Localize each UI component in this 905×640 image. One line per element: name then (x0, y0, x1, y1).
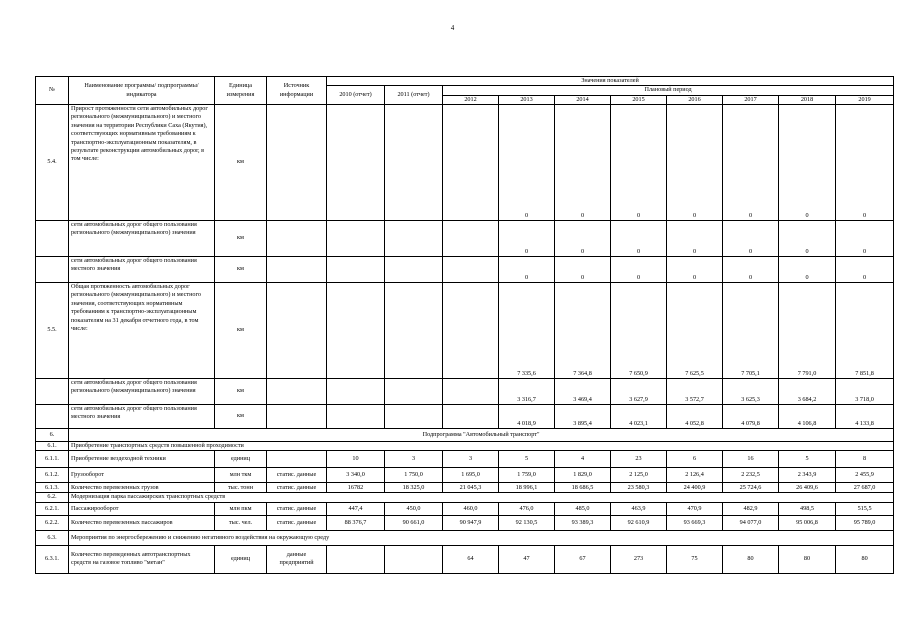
row-plan-value: 64 (443, 545, 499, 573)
row-name: Количество перевезенных грузов (69, 483, 215, 493)
table-row (36, 221, 894, 257)
row-2011 (385, 545, 443, 573)
row-num (36, 257, 69, 283)
row-num: 6.1.1. (36, 451, 69, 468)
row-source (267, 283, 327, 379)
row-unit: км (215, 221, 267, 257)
row-plan-value: 476,0 (499, 502, 555, 515)
row-source: статис. данные (267, 502, 327, 515)
row-num: 5.5. (36, 283, 69, 379)
row-plan-value: 80 (723, 545, 779, 573)
row-plan-value: 80 (836, 545, 894, 573)
row-plan-value (443, 221, 499, 257)
table-row (36, 283, 894, 379)
table-row (36, 405, 894, 429)
section-6-3-num: 6.3. (36, 530, 69, 545)
header-year-2010: 2010 (отчет) (327, 86, 385, 105)
row-num: 5.4. (36, 105, 69, 221)
row-name: сети автомобильных дорог общего пользования регионального (межмуниципального) значения (69, 379, 215, 405)
section-6-2 (36, 493, 894, 502)
row-2011: 1 750,0 (385, 468, 443, 483)
row-2010: 447,4 (327, 502, 385, 515)
row-2011 (385, 379, 443, 405)
row-plan-value: 515,5 (836, 502, 894, 515)
row-plan-value: 93 669,3 (667, 515, 723, 530)
row-2010: 88 376,7 (327, 515, 385, 530)
row-plan-value: 0 (667, 221, 723, 257)
row-plan-value: 67 (555, 545, 611, 573)
row-name: Количество переведенных автотранспортных средств на газовое топливо "метан" (69, 545, 215, 573)
row-plan-value: 3 572,7 (667, 379, 723, 405)
row-name: сети автомобильных дорог общего пользования местного значения (69, 405, 215, 429)
row-plan-value: 80 (779, 545, 836, 573)
header-source: Источник информации (267, 77, 327, 105)
row-plan-value: 4 023,1 (611, 405, 667, 429)
table-row (36, 515, 894, 530)
row-name: Общая протяженность автомобильных дорог регионального (межмуниципального) и местного значения, соответствующих нормативным требованиям к транспортно-эксплуатационным показателям на 31 декабря отчетного года, в том числе: (69, 283, 215, 379)
section-6-3-title: Мероприятия по энергосбережению и снижению негативного воздействия на окружающую среду (69, 530, 894, 545)
row-name: Грузооборот (69, 468, 215, 483)
indicators-table (35, 76, 894, 574)
row-2010: 10 (327, 451, 385, 468)
row-num: 6.1.3. (36, 483, 69, 493)
row-plan-value: 2 126,4 (667, 468, 723, 483)
row-source: статис. данные (267, 468, 327, 483)
row-plan-value: 4 052,8 (667, 405, 723, 429)
row-2011 (385, 105, 443, 221)
row-2011: 3 (385, 451, 443, 468)
row-2010 (327, 405, 385, 429)
row-plan-value: 7 791,0 (779, 283, 836, 379)
row-num (36, 221, 69, 257)
row-plan-value: 18 686,5 (555, 483, 611, 493)
row-num (36, 379, 69, 405)
row-source (267, 257, 327, 283)
row-plan-value: 4 018,9 (499, 405, 555, 429)
row-2011 (385, 405, 443, 429)
row-plan-value: 3 (443, 451, 499, 468)
row-plan-value: 0 (499, 105, 555, 221)
row-num (36, 405, 69, 429)
row-plan-value: 7 650,9 (611, 283, 667, 379)
row-source (267, 405, 327, 429)
row-unit: км (215, 257, 267, 283)
header-plan-year: 2017 (723, 95, 779, 104)
row-plan-value (443, 405, 499, 429)
subprogram-header (36, 429, 894, 442)
row-plan-value: 3 469,4 (555, 379, 611, 405)
row-plan-value: 7 851,8 (836, 283, 894, 379)
row-2010 (327, 283, 385, 379)
row-plan-value: 47 (499, 545, 555, 573)
table-row (36, 257, 894, 283)
row-plan-value: 25 724,6 (723, 483, 779, 493)
row-plan-value: 1 759,0 (499, 468, 555, 483)
header-plan-year: 2014 (555, 95, 611, 104)
page-number: 4 (450, 24, 455, 32)
row-plan-value: 463,9 (611, 502, 667, 515)
header-unit: Единица измерения (215, 77, 267, 105)
row-2011 (385, 283, 443, 379)
row-unit: тыс. тонн (215, 483, 267, 493)
row-source (267, 451, 327, 468)
subprogram-header-title: Подпрограмма "Автомобильный транспорт" (69, 429, 894, 442)
row-plan-value: 0 (779, 257, 836, 283)
row-source (267, 379, 327, 405)
section-6-2-num: 6.2. (36, 493, 69, 502)
row-plan-value: 0 (723, 257, 779, 283)
row-plan-value: 4 133,8 (836, 405, 894, 429)
row-plan-value: 460,0 (443, 502, 499, 515)
row-source: данные предприятий (267, 545, 327, 573)
row-plan-value: 0 (723, 221, 779, 257)
row-plan-value: 92 610,9 (611, 515, 667, 530)
row-plan-value: 0 (779, 105, 836, 221)
row-plan-value: 95 006,8 (779, 515, 836, 530)
row-num: 6.2.1. (36, 502, 69, 515)
row-plan-value: 0 (555, 257, 611, 283)
row-name: сети автомобильных дорог общего пользования местного значения (69, 257, 215, 283)
row-plan-value: 2 125,0 (611, 468, 667, 483)
row-plan-value: 92 130,5 (499, 515, 555, 530)
row-plan-value: 498,5 (779, 502, 836, 515)
header-plan-year: 2016 (667, 95, 723, 104)
row-plan-value: 470,9 (667, 502, 723, 515)
header-plan-year: 2018 (779, 95, 836, 104)
row-plan-value: 94 077,0 (723, 515, 779, 530)
row-plan-value: 18 996,1 (499, 483, 555, 493)
row-plan-value: 8 (836, 451, 894, 468)
row-plan-value: 0 (667, 105, 723, 221)
row-plan-value: 5 (779, 451, 836, 468)
row-plan-value: 3 316,7 (499, 379, 555, 405)
row-unit: км (215, 379, 267, 405)
row-2011: 90 661,0 (385, 515, 443, 530)
row-plan-value: 2 343,9 (779, 468, 836, 483)
row-source (267, 221, 327, 257)
row-plan-value: 0 (611, 221, 667, 257)
row-plan-value: 3 718,0 (836, 379, 894, 405)
row-plan-value: 3 895,4 (555, 405, 611, 429)
row-plan-value: 0 (836, 257, 894, 283)
row-plan-value: 0 (779, 221, 836, 257)
row-name: Количество перевезенных пассажиров (69, 515, 215, 530)
table-row (36, 468, 894, 483)
table-row (36, 483, 894, 493)
table-row (36, 502, 894, 515)
row-unit: км (215, 405, 267, 429)
row-plan-value: 0 (836, 105, 894, 221)
section-6-1-num: 6.1. (36, 442, 69, 451)
row-plan-value: 3 627,9 (611, 379, 667, 405)
row-unit: тыс. чел. (215, 515, 267, 530)
row-plan-value: 21 045,3 (443, 483, 499, 493)
row-unit: млн пкм (215, 502, 267, 515)
row-plan-value: 482,9 (723, 502, 779, 515)
row-plan-value: 90 947,9 (443, 515, 499, 530)
row-num: 6.1.2. (36, 468, 69, 483)
row-source: статис. данные (267, 515, 327, 530)
row-plan-value: 16 (723, 451, 779, 468)
row-plan-value: 0 (611, 105, 667, 221)
row-name: Пассажирооборот (69, 502, 215, 515)
row-plan-value: 0 (667, 257, 723, 283)
row-plan-value: 7 364,8 (555, 283, 611, 379)
row-plan-value: 5 (499, 451, 555, 468)
row-plan-value: 273 (611, 545, 667, 573)
section-6-3 (36, 530, 894, 545)
row-2010: 16782 (327, 483, 385, 493)
section-6-1-title: Приобретение транспортных средств повышенной проходимости (69, 442, 894, 451)
row-plan-value: 3 684,2 (779, 379, 836, 405)
table-row (36, 451, 894, 468)
row-2011: 18 325,0 (385, 483, 443, 493)
row-unit: единиц (215, 451, 267, 468)
row-plan-value: 1 695,0 (443, 468, 499, 483)
row-plan-value: 26 409,6 (779, 483, 836, 493)
header-year-2011: 2011 (отчет) (385, 86, 443, 105)
row-2011: 450,0 (385, 502, 443, 515)
row-plan-value: 7 335,6 (499, 283, 555, 379)
row-plan-value: 2 455,9 (836, 468, 894, 483)
row-plan-value: 0 (499, 257, 555, 283)
header-plan-year: 2019 (836, 95, 894, 104)
row-plan-value: 4 (555, 451, 611, 468)
row-2010 (327, 257, 385, 283)
section-6-2-title: Модернизация парка пассажирских транспортных средств (69, 493, 894, 502)
row-unit: млн ткм (215, 468, 267, 483)
row-plan-value: 0 (836, 221, 894, 257)
row-plan-value: 7 705,1 (723, 283, 779, 379)
row-plan-value: 27 687,0 (836, 483, 894, 493)
row-2011 (385, 257, 443, 283)
table-row (36, 379, 894, 405)
row-plan-value: 4 106,8 (779, 405, 836, 429)
header-plan-year: 2015 (611, 95, 667, 104)
row-unit: км (215, 283, 267, 379)
table-row (36, 105, 894, 221)
row-plan-value: 0 (611, 257, 667, 283)
section-6-1 (36, 442, 894, 451)
row-plan-value: 0 (555, 221, 611, 257)
row-num: 6.3.1. (36, 545, 69, 573)
row-plan-value: 0 (723, 105, 779, 221)
row-plan-value: 7 625,5 (667, 283, 723, 379)
table-row (36, 545, 894, 573)
row-plan-value: 0 (555, 105, 611, 221)
row-2010: 3 340,0 (327, 468, 385, 483)
header-values-title: Значения показателей (327, 77, 894, 86)
header-num: № (36, 77, 69, 105)
row-name: Приобретение вездеходной техники (69, 451, 215, 468)
row-unit: единиц (215, 545, 267, 573)
row-num: 6.2.2. (36, 515, 69, 530)
subprogram-header-num: 6. (36, 429, 69, 442)
row-source (267, 105, 327, 221)
row-plan-value: 2 232,5 (723, 468, 779, 483)
row-plan-value: 23 580,3 (611, 483, 667, 493)
row-plan-value: 4 079,8 (723, 405, 779, 429)
row-plan-value (443, 379, 499, 405)
header-plan-year: 2013 (499, 95, 555, 104)
row-plan-value: 75 (667, 545, 723, 573)
row-plan-value: 6 (667, 451, 723, 468)
row-plan-value: 93 389,3 (555, 515, 611, 530)
row-2011 (385, 221, 443, 257)
row-plan-value: 3 625,3 (723, 379, 779, 405)
row-plan-value (443, 105, 499, 221)
row-plan-value (443, 257, 499, 283)
row-plan-value: 24 400,9 (667, 483, 723, 493)
header-plan-year: 2012 (443, 95, 499, 104)
row-name: Прирост протяженности сети автомобильных дорог регионального (межмуниципального) и местного значения на территории Республики Саха (Якутия), соответствующих нормативным требованиям к транспортно-эксплуатационным показателям, в результате реконструкции автомобильных дорог, в том числе: (69, 105, 215, 221)
header-name: Наименование программы/ подпрограммы/ индикатора (69, 77, 215, 105)
header-plan-title: Плановый период (443, 86, 894, 95)
row-name: сети автомобильных дорог общего пользования регионального (межмуниципального) значения (69, 221, 215, 257)
row-2010 (327, 221, 385, 257)
row-unit: км (215, 105, 267, 221)
row-plan-value (443, 283, 499, 379)
row-2010 (327, 545, 385, 573)
row-plan-value: 485,0 (555, 502, 611, 515)
row-plan-value: 23 (611, 451, 667, 468)
row-source: статис. данные (267, 483, 327, 493)
row-plan-value: 0 (499, 221, 555, 257)
row-2010 (327, 105, 385, 221)
row-plan-value: 95 789,0 (836, 515, 894, 530)
row-2010 (327, 379, 385, 405)
row-plan-value: 1 829,0 (555, 468, 611, 483)
